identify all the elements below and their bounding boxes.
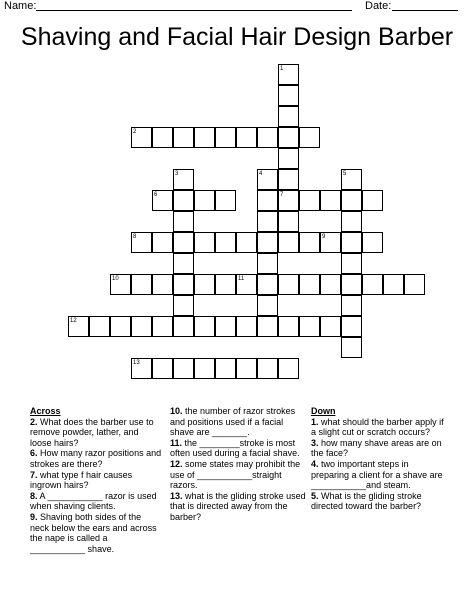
grid-cell[interactable] xyxy=(194,358,215,379)
clue-number: 12 xyxy=(70,318,77,324)
clue-item xyxy=(170,406,306,438)
clue-item-text: the number of razor strokes and positions used if a facial shave are _______. xyxy=(170,406,296,438)
clue-number: 6 xyxy=(154,192,158,198)
clue-item-number: 5. xyxy=(311,490,319,501)
grid-cell[interactable] xyxy=(320,274,341,295)
grid-cell[interactable] xyxy=(341,211,362,232)
grid-cell[interactable] xyxy=(341,274,362,295)
grid-cell[interactable] xyxy=(257,295,278,316)
clue-item xyxy=(30,417,162,449)
grid-cell[interactable] xyxy=(152,232,173,253)
grid-cell[interactable] xyxy=(173,253,194,274)
grid-cell[interactable] xyxy=(362,274,383,295)
clue-item-number: 3. xyxy=(311,437,319,448)
clue-item-text: the ________stroke is most often used during a facial shave. xyxy=(170,437,300,459)
grid-cell[interactable] xyxy=(299,127,320,148)
grid-cell[interactable] xyxy=(215,274,236,295)
clue-number: 1 xyxy=(280,66,284,72)
clue-item xyxy=(170,438,306,459)
clue-item xyxy=(30,470,162,491)
grid-cell[interactable] xyxy=(194,127,215,148)
clue-item-text: what type f hair causes ingrown hairs? xyxy=(30,469,133,491)
grid-cell[interactable] xyxy=(215,190,236,211)
grid-cell[interactable] xyxy=(131,316,152,337)
grid-cell[interactable] xyxy=(257,316,278,337)
grid-cell[interactable] xyxy=(173,211,194,232)
clue-number: 3 xyxy=(175,171,179,177)
grid-cell[interactable] xyxy=(278,316,299,337)
grid-cell[interactable] xyxy=(299,316,320,337)
grid-cell[interactable] xyxy=(236,232,257,253)
clue-item-number: 2. xyxy=(30,416,38,427)
grid-cell[interactable] xyxy=(257,358,278,379)
clue-number: 8 xyxy=(133,234,137,240)
grid-cell[interactable] xyxy=(173,274,194,295)
grid-cell[interactable] xyxy=(173,232,194,253)
grid-cell[interactable] xyxy=(362,190,383,211)
grid-cell[interactable] xyxy=(257,127,278,148)
grid-cell[interactable] xyxy=(341,316,362,337)
clue-item-number: 6. xyxy=(30,448,38,459)
clue-item xyxy=(311,459,447,491)
clue-item xyxy=(311,438,447,459)
grid-cell[interactable] xyxy=(215,232,236,253)
clue-item-text: two important steps in preparing a client for a shave are ___________and steam. xyxy=(311,458,443,491)
clue-item-number: 8. xyxy=(30,490,38,501)
grid-cell[interactable] xyxy=(173,358,194,379)
clue-item-number: 1. xyxy=(311,416,319,427)
grid-cell[interactable] xyxy=(257,232,278,253)
clue-item-text: how many shave areas are on the face? xyxy=(311,437,442,459)
clue-item xyxy=(30,512,162,554)
down-heading: Down xyxy=(311,406,336,416)
clue-item-text: What is the gliding stroke directed toward the barber? xyxy=(311,490,422,512)
grid-cell[interactable] xyxy=(320,190,341,211)
grid-cell[interactable] xyxy=(173,127,194,148)
grid-cell[interactable] xyxy=(89,316,110,337)
grid-cell[interactable] xyxy=(278,232,299,253)
clue-item-number: 10. xyxy=(170,406,183,416)
clue-item xyxy=(311,491,447,512)
grid-cell[interactable] xyxy=(341,295,362,316)
grid-cell[interactable] xyxy=(341,337,362,358)
grid-cell[interactable] xyxy=(236,358,257,379)
clue-item-number: 11. xyxy=(170,437,183,448)
grid-cell[interactable] xyxy=(194,232,215,253)
clue-number: 7 xyxy=(280,192,284,198)
grid-cell[interactable] xyxy=(173,190,194,211)
clue-item-text: some states may prohibit the use of ___________straight razors. xyxy=(170,458,301,491)
grid-cell[interactable] xyxy=(278,85,299,106)
clue-item-number: 12. xyxy=(170,458,183,469)
across-clues-column xyxy=(30,406,162,554)
grid-cell[interactable] xyxy=(341,232,362,253)
grid-cell[interactable] xyxy=(383,274,404,295)
clue-number: 2 xyxy=(133,129,137,135)
clue-item-text: What does the barber use to remove powder, lather, and loose hairs? xyxy=(30,416,154,448)
grid-cell[interactable] xyxy=(278,127,299,148)
grid-cell[interactable] xyxy=(152,358,173,379)
grid-cell[interactable] xyxy=(278,211,299,232)
clue-number: 9 xyxy=(322,234,326,240)
grid-cell[interactable] xyxy=(215,127,236,148)
grid-cell[interactable] xyxy=(194,316,215,337)
clue-item-number: 7. xyxy=(30,469,38,480)
grid-cell[interactable] xyxy=(320,316,341,337)
clue-item-number: 13. xyxy=(170,490,183,501)
clue-item-number: 9. xyxy=(30,511,38,522)
grid-cell[interactable] xyxy=(278,169,299,190)
grid-cell[interactable] xyxy=(299,190,320,211)
down-clues-column xyxy=(311,406,447,512)
clue-item xyxy=(170,491,306,523)
grid-cell[interactable] xyxy=(173,295,194,316)
clue-number: 10 xyxy=(112,276,119,282)
grid-cell[interactable] xyxy=(173,316,194,337)
grid-cell[interactable] xyxy=(278,358,299,379)
grid-cell[interactable] xyxy=(299,274,320,295)
grid-cell[interactable] xyxy=(110,316,131,337)
across-clues-column-2 xyxy=(170,406,306,523)
clue-number: 11 xyxy=(238,276,245,282)
clue-item xyxy=(30,448,162,469)
grid-cell[interactable] xyxy=(236,127,257,148)
clue-number: 4 xyxy=(259,171,263,177)
grid-cell[interactable] xyxy=(131,274,152,295)
grid-cell[interactable] xyxy=(341,253,362,274)
grid-cell[interactable] xyxy=(257,253,278,274)
clue-number: 13 xyxy=(133,360,140,366)
grid-cell[interactable] xyxy=(257,211,278,232)
clue-item-text: Shaving both sides of the neck below the ears and across the nape is called a ___________ shave. xyxy=(30,511,157,554)
grid-cell[interactable] xyxy=(299,232,320,253)
across-heading: Across xyxy=(30,406,61,416)
grid-cell[interactable] xyxy=(194,190,215,211)
clue-item xyxy=(30,491,162,512)
clue-item xyxy=(311,417,447,438)
clue-item-number: 4. xyxy=(311,458,319,469)
grid-cell[interactable] xyxy=(278,106,299,127)
grid-cell[interactable] xyxy=(236,316,257,337)
grid-cell[interactable] xyxy=(278,274,299,295)
puzzle-title: Shaving and Facial Hair Design Barber xyxy=(20,23,454,51)
date-label: Date: xyxy=(365,0,392,12)
clue-item-text: A ___________ razor is used when shaving clients. xyxy=(30,490,157,512)
clue-item-text: what is the gliding stroke used that is directed away from the barber? xyxy=(170,490,306,522)
grid-cell[interactable] xyxy=(152,316,173,337)
grid-cell[interactable] xyxy=(362,232,383,253)
grid-cell[interactable] xyxy=(215,358,236,379)
grid-cell[interactable] xyxy=(404,274,425,295)
grid-cell[interactable] xyxy=(152,274,173,295)
clue-item xyxy=(170,459,306,491)
grid-cell[interactable] xyxy=(215,316,236,337)
grid-cell[interactable] xyxy=(257,190,278,211)
name-label: Name: xyxy=(4,0,37,12)
clue-item-text: How many razor positions and strokes are there? xyxy=(30,448,162,469)
grid-cell[interactable] xyxy=(257,274,278,295)
grid-cell[interactable] xyxy=(152,127,173,148)
grid-cell[interactable] xyxy=(341,190,362,211)
clue-item-text: what should the barber apply if a slight cut or scratch occurs? xyxy=(311,416,444,438)
grid-cell[interactable] xyxy=(194,274,215,295)
grid-cell[interactable] xyxy=(278,148,299,169)
clue-number: 5 xyxy=(343,171,347,177)
